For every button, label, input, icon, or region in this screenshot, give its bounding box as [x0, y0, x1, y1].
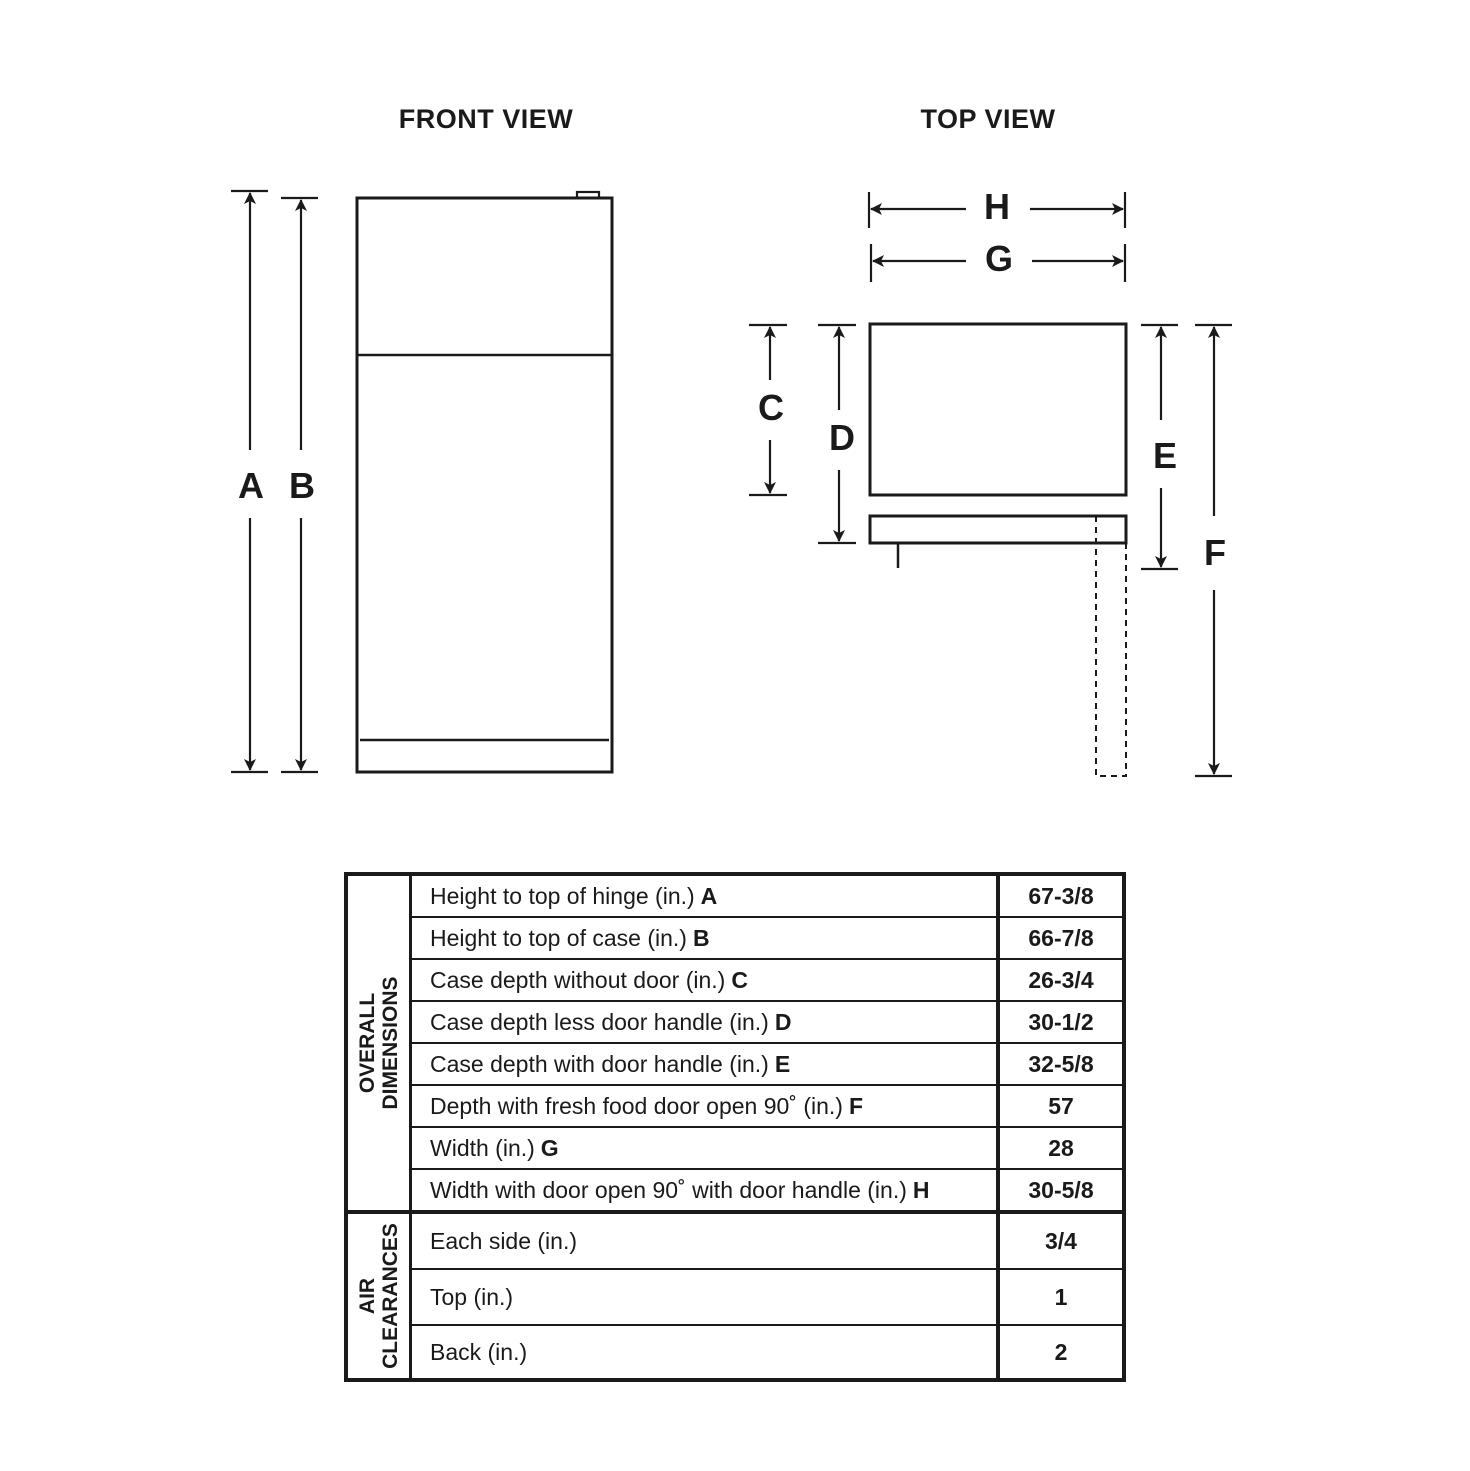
front-view-title: FRONT VIEW [398, 104, 574, 134]
dim-label-h: H [984, 186, 1010, 227]
row-description: Back (in.) [412, 1326, 1000, 1378]
table-row [412, 876, 1122, 918]
row-key-letter: B [692, 924, 710, 951]
row-description: Each side (in.) [412, 1214, 1000, 1268]
table-row [412, 1214, 1122, 1270]
row-key-letter: F [848, 1092, 864, 1119]
overall-dimensions-section [348, 876, 1122, 1214]
row-value: 3/4 [1045, 1227, 1077, 1254]
row-key-letter: A [700, 882, 718, 909]
row-description: Height to top of hinge (in.) [430, 882, 695, 909]
table-row [412, 960, 1122, 1002]
row-key-letter: D [774, 1008, 792, 1035]
dim-label-a: A [238, 465, 264, 506]
row-key-letter: G [540, 1134, 559, 1161]
air-clearances-section [348, 1214, 1122, 1378]
row-value: 32-5/8 [1028, 1050, 1094, 1077]
table-row [412, 1002, 1122, 1044]
row-key-letter: H [912, 1176, 930, 1203]
row-value: 26-3/4 [1028, 966, 1094, 993]
table-row [412, 1086, 1122, 1128]
row-value: 2 [1054, 1338, 1068, 1365]
row-key-letter: E [774, 1050, 791, 1077]
top-hinge [577, 192, 599, 198]
overall-label-line1: OVERALL [355, 992, 379, 1094]
table-row [412, 1044, 1122, 1086]
row-description: Case depth less door handle (in.) [430, 1008, 769, 1035]
dim-label-c: C [758, 387, 784, 428]
row-description: Top (in.) [412, 1270, 1000, 1324]
overall-dimensions-label [348, 876, 412, 1210]
front-view-drawing [231, 191, 612, 772]
row-value: 66-7/8 [1028, 924, 1094, 951]
row-description: Case depth with door handle (in.) [430, 1050, 769, 1077]
air-clearances-label [348, 1214, 412, 1378]
dim-label-d: D [829, 417, 855, 458]
dimensions-table [344, 872, 1126, 1382]
dim-label-g: G [984, 238, 1014, 279]
top-view-title: TOP VIEW [920, 104, 1056, 134]
case-outline [870, 324, 1126, 495]
row-value: 1 [1054, 1283, 1068, 1310]
row-value: 30-5/8 [1028, 1176, 1094, 1203]
row-value: 57 [1048, 1092, 1074, 1119]
row-value: 67-3/8 [1028, 882, 1094, 909]
door-outline [870, 516, 1126, 543]
row-description: Width (in.) [430, 1134, 535, 1161]
row-key-letter: C [731, 966, 748, 993]
air-label-line1: AIR [355, 1277, 379, 1315]
table-row [412, 1270, 1122, 1326]
open-door-dashed-outline [1096, 516, 1126, 776]
top-view-drawing [749, 186, 1232, 776]
table-row [412, 1326, 1122, 1378]
table-row [412, 1170, 1122, 1210]
row-description: Case depth without door (in.) [430, 966, 726, 993]
dim-label-b: B [289, 465, 315, 506]
dim-label-e: E [1152, 435, 1178, 476]
table-row [412, 1128, 1122, 1170]
overall-label-line2: DIMENSIONS [378, 976, 402, 1110]
row-value: 30-1/2 [1028, 1008, 1094, 1035]
refrigerator-outline [357, 198, 612, 772]
table-row [412, 918, 1122, 960]
air-label-line2: CLEARANCES [378, 1223, 402, 1369]
row-description: Depth with fresh food door open 90˚ (in.) [430, 1092, 843, 1119]
row-description: Height to top of case (in.) [430, 924, 687, 951]
row-value: 28 [1048, 1134, 1074, 1161]
dim-label-f: F [1204, 532, 1226, 573]
row-description: Width with door open 90˚ with door handle (in.) [430, 1176, 907, 1203]
